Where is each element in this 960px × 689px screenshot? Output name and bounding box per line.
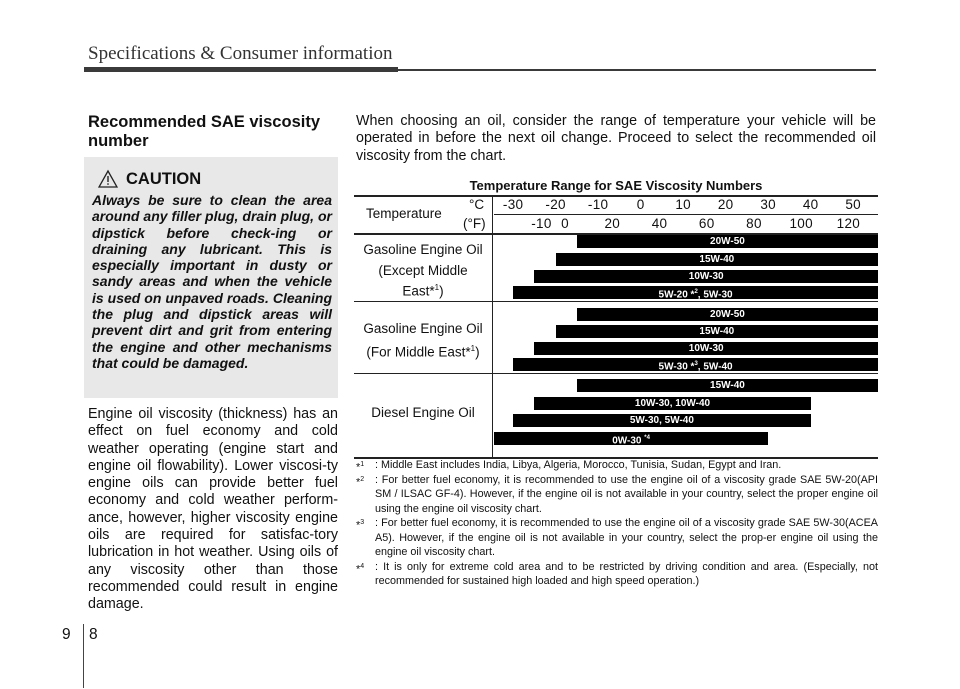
bar-label-footnote: 3: [694, 361, 698, 367]
bar-label-footnote: *4: [644, 435, 650, 441]
bar-label: 20W-50: [710, 236, 745, 247]
bar-label: 0W-30: [612, 435, 645, 447]
fahrenheit-scale: [494, 216, 878, 233]
caution-box: [84, 157, 338, 398]
footnote-marker: *$^1$: [356, 461, 365, 474]
fahrenheit-tick: -10: [531, 216, 552, 231]
viscosity-chart: [354, 173, 878, 458]
footnote-marker: *$^3$: [356, 519, 365, 532]
gasoline-oil-label: [354, 241, 492, 300]
celsius-tick: 50: [845, 197, 861, 212]
warning-triangle-icon: [98, 169, 118, 189]
chart-scale-divider: [494, 214, 878, 215]
celsius-tick: 0: [636, 197, 645, 212]
gasoline-middle-east-bar: [513, 358, 878, 371]
celsius-tick: -20: [545, 197, 566, 212]
caution-title: CAUTION: [126, 169, 202, 188]
fahrenheit-tick: 0: [561, 216, 569, 231]
header-rule-thick: [84, 67, 398, 72]
fahrenheit-unit: (°F): [463, 216, 486, 231]
diesel-oil-bar: [513, 414, 811, 427]
fahrenheit-tick: 100: [789, 216, 813, 231]
footnotes: [356, 458, 878, 589]
gasoline-oil-bar: [556, 253, 878, 266]
section-header-title: Specifications & Consumer information: [88, 43, 393, 64]
gasoline-oil-bar: [577, 235, 878, 248]
bar-label-tail: , 5W-40: [697, 361, 733, 373]
celsius-tick: 10: [675, 197, 691, 212]
bar-label: 5W-30, 5W-40: [629, 415, 694, 426]
fahrenheit-tick: 40: [651, 216, 668, 231]
celsius-tick: 20: [717, 197, 734, 212]
bar-label: 20W-50: [710, 309, 745, 320]
gasoline-middle-east-bar: [534, 342, 878, 355]
footnote-text: : Middle East includes India, Libya, Algeria, Morocco, Tunisia, Sudan, Egypt and Iran.: [375, 459, 782, 471]
celsius-tick: 30: [760, 197, 776, 212]
gasoline-oil-label-line1: Gasoline Engine Oil: [363, 242, 483, 257]
fahrenheit-tick: 20: [604, 216, 621, 231]
footnote-3: [356, 516, 878, 560]
footnote-2: [356, 473, 878, 517]
viscosity-body-text: Engine oil viscosity (thickness) has an effect on fuel economy and cold weather operating (engine start and engine oil flowability). Lower viscosi-ty engine oils can provide better fuel economy and cold weather perform-ance, however, higher viscosity engine oils are required for satisfac-tory lubrication in hot weather. Using oils of any viscosity other than those recommended could result in engine damage.: [88, 406, 338, 613]
fahrenheit-tick: 120: [836, 216, 861, 231]
gasoline-middle-east-bar: [556, 325, 878, 338]
bar-label: 15W-40: [699, 326, 735, 337]
gasoline-middle-east-line1: Gasoline Engine Oil: [363, 321, 483, 336]
viscosity-heading: Recommended SAE viscosity number: [88, 113, 320, 150]
page-number-divider: [83, 624, 84, 688]
bar-label: 15W-40: [699, 254, 735, 265]
temperature-label: Temperature: [366, 206, 442, 221]
diesel-oil-label: Diesel Engine Oil: [371, 405, 475, 420]
celsius-unit: °C: [469, 197, 485, 212]
footnote-1: [356, 458, 878, 473]
gasoline-oil-bar: [534, 270, 878, 283]
diesel-oil-bar: [577, 379, 878, 392]
page-number-page: 8: [89, 626, 98, 643]
celsius-tick: 40: [802, 197, 819, 212]
bar-label-footnote: 2: [694, 289, 698, 295]
celsius-scale: [494, 197, 878, 214]
footnote-text: : It is only for extreme cold area and to be restricted by driving condition and area. (Especially, not recommended for sustained high loaded and high speed operation.): [375, 560, 878, 587]
footnote-text: : For better fuel economy, it is recommended to use the engine oil of a viscosity grade SAE 5W-30(ACEA A5). However, if the engine oil is not available in your country, select the prop-er engine oil using the engine oil viscosity chart.: [375, 517, 878, 558]
chart-intro-text: When choosing an oil, consider the range of temperature your vehicle will be operated in before the next oil change. Proceed to select the recommended oil viscosity from the chart.: [356, 113, 876, 164]
bar-label: 10W-30: [688, 271, 724, 282]
gasoline-middle-east-bar: [577, 308, 878, 321]
caution-header: [98, 169, 201, 189]
bar-label: 5W-30 *: [658, 361, 695, 373]
bar-label: 10W-30: [688, 343, 724, 354]
chart-label-divider: [492, 195, 493, 458]
chart-rule-row2: [354, 373, 878, 374]
header-rule-thin: [398, 69, 876, 71]
gasoline-middle-east-line2: (For Middle East*$^1$): [366, 344, 480, 360]
chart-title: Temperature Range for SAE Viscosity Numbers: [469, 178, 763, 193]
fahrenheit-tick: 60: [698, 216, 715, 231]
footnote-marker: *$^4$: [356, 562, 365, 576]
footnote-marker: *$^2$: [356, 475, 365, 489]
bar-label: 15W-40: [710, 380, 745, 391]
footnote-text: : For better fuel economy, it is recommended to use the engine oil of a viscosity grade SAE 5W-20(API SM / ILSAC GF-4). However, if the engine oil is not available in your country, select the proper engine oil using the engine oil viscosity chart.: [375, 473, 878, 515]
fahrenheit-tick: 80: [746, 216, 762, 231]
gasoline-middle-east-label: [354, 320, 492, 361]
diesel-oil-bar: [534, 397, 810, 410]
page-number-chapter: 9: [62, 626, 71, 643]
gasoline-oil-bar: [513, 286, 878, 299]
bar-label: 5W-20 *: [658, 289, 695, 301]
footnote-4: [356, 560, 878, 589]
caution-text: Always be sure to clean the area around any filler plug, drain plug, or dipstick before check-ing or draining any lubricant. This is especially important in dusty or sandy areas and when the vehicle is used on unpaved roads. Cleaning the plug and dipstick areas will prevent dirt and grit from entering the engine and other mechanisms that could be damaged.: [92, 192, 332, 371]
celsius-tick: -10: [587, 197, 609, 212]
chart-rule-row1: [354, 301, 878, 302]
bar-label-tail: , 5W-30: [697, 289, 733, 301]
bar-label: 10W-30, 10W-40: [634, 398, 711, 409]
diesel-oil-bar: [494, 432, 768, 445]
celsius-tick: -30: [502, 197, 524, 212]
gasoline-oil-label-line2: (Except Middle: [378, 263, 468, 278]
gasoline-oil-label-line3: East*$^1$): [402, 283, 444, 299]
